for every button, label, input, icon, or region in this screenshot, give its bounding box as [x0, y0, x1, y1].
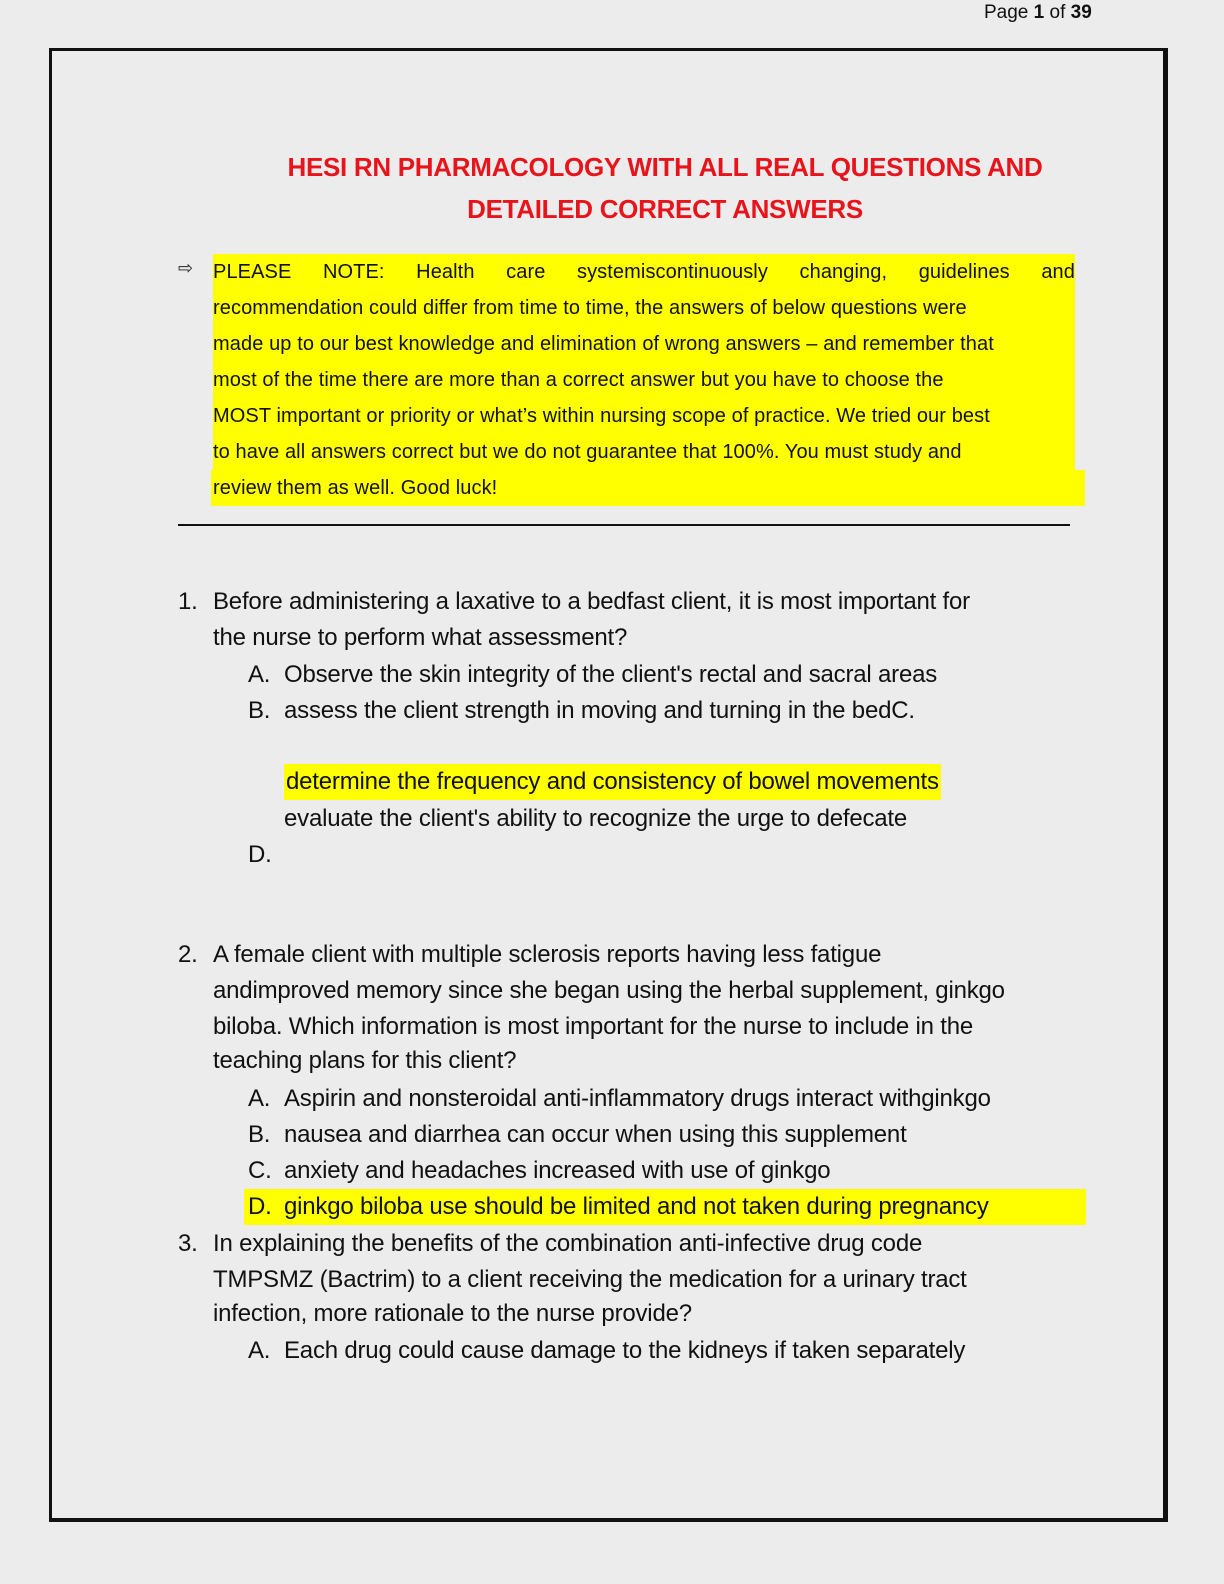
question-stem-line: Before administering a laxative to a bedfast client, it is most important for: [213, 588, 970, 615]
current-page: 1: [1033, 2, 1045, 23]
title-line-1: HESI RN PHARMACOLOGY WITH ALL REAL QUESTIONS AND: [287, 152, 1043, 182]
option-letter: A.: [248, 1337, 271, 1364]
option-text: assess the client strength in moving and turning in the bedC.: [284, 697, 915, 724]
title-line-2: DETAILED CORRECT ANSWERS: [467, 194, 863, 224]
note-line: made up to our best knowledge and elimination of wrong answers – and remember that: [213, 326, 1075, 362]
option-text: evaluate the client's ability to recognize the urge to defecate: [284, 805, 908, 832]
question-number: 3.: [178, 1230, 198, 1257]
option-text: nausea and diarrhea can occur when using this supplement: [284, 1121, 907, 1148]
question-stem-line: TMPSMZ (Bactrim) to a client receiving the medication for a urinary tract: [213, 1266, 967, 1293]
note-line: recommendation could differ from time to time, the answers of below questions were: [213, 290, 1075, 326]
option-d-correct: [244, 1189, 1086, 1225]
option-letter: B.: [248, 1121, 271, 1148]
option-letter: D.: [248, 841, 272, 868]
question-stem-line: the nurse to perform what assessment?: [213, 624, 628, 651]
note-line: PLEASE NOTE: Health care systemiscontinuously changing, guidelines and: [213, 254, 1075, 290]
note-line: review them as well. Good luck!: [211, 470, 1085, 506]
total-pages: 39: [1070, 2, 1092, 23]
page-indicator: [984, 2, 1092, 24]
arrow-bullet-icon: ⇨: [178, 258, 194, 278]
option-text: ginkgo biloba use should be limited and not taken during pregnancy: [284, 1193, 989, 1220]
option-letter: B.: [248, 697, 271, 724]
option-letter: A.: [248, 1085, 271, 1112]
question-stem-line: A female client with multiple sclerosis reports having less fatigue: [213, 941, 882, 968]
note-line: most of the time there are more than a correct answer but you have to choose the: [213, 362, 1075, 398]
option-text: Observe the skin integrity of the client's rectal and sacral areas: [284, 661, 938, 688]
please-note-block: [213, 254, 1085, 506]
page-prefix: Page: [984, 2, 1029, 23]
question-stem-line: infection, more rationale to the nurse provide?: [213, 1300, 692, 1327]
option-letter: C.: [248, 1157, 272, 1184]
note-line: to have all answers correct but we do not guarantee that 100%. You must study and: [213, 434, 1075, 470]
option-letter: D.: [248, 1193, 272, 1220]
page-of: of: [1049, 2, 1066, 23]
horizontal-divider: [178, 524, 1070, 526]
question-number: 1.: [178, 588, 198, 615]
option-letter: A.: [248, 661, 271, 688]
question-number: 2.: [178, 941, 198, 968]
question-stem-line: andimproved memory since she began using the herbal supplement, ginkgo: [213, 977, 1005, 1004]
option-text: anxiety and headaches increased with use of ginkgo: [284, 1157, 831, 1184]
question-stem-line: In explaining the benefits of the combination anti-infective drug code: [213, 1230, 923, 1257]
option-text: Aspirin and nonsteroidal anti-inflammatory drugs interact withginkgo: [284, 1085, 991, 1112]
document-title: [200, 146, 1130, 230]
note-line: MOST important or priority or what’s within nursing scope of practice. We tried our best: [213, 398, 1075, 434]
option-text: Each drug could cause damage to the kidneys if taken separately: [284, 1337, 966, 1364]
question-stem-line: biloba. Which information is most important for the nurse to include in the: [213, 1013, 974, 1040]
question-stem-line: teaching plans for this client?: [213, 1047, 517, 1074]
option-text-highlighted: determine the frequency and consistency of bowel movements: [284, 764, 941, 800]
